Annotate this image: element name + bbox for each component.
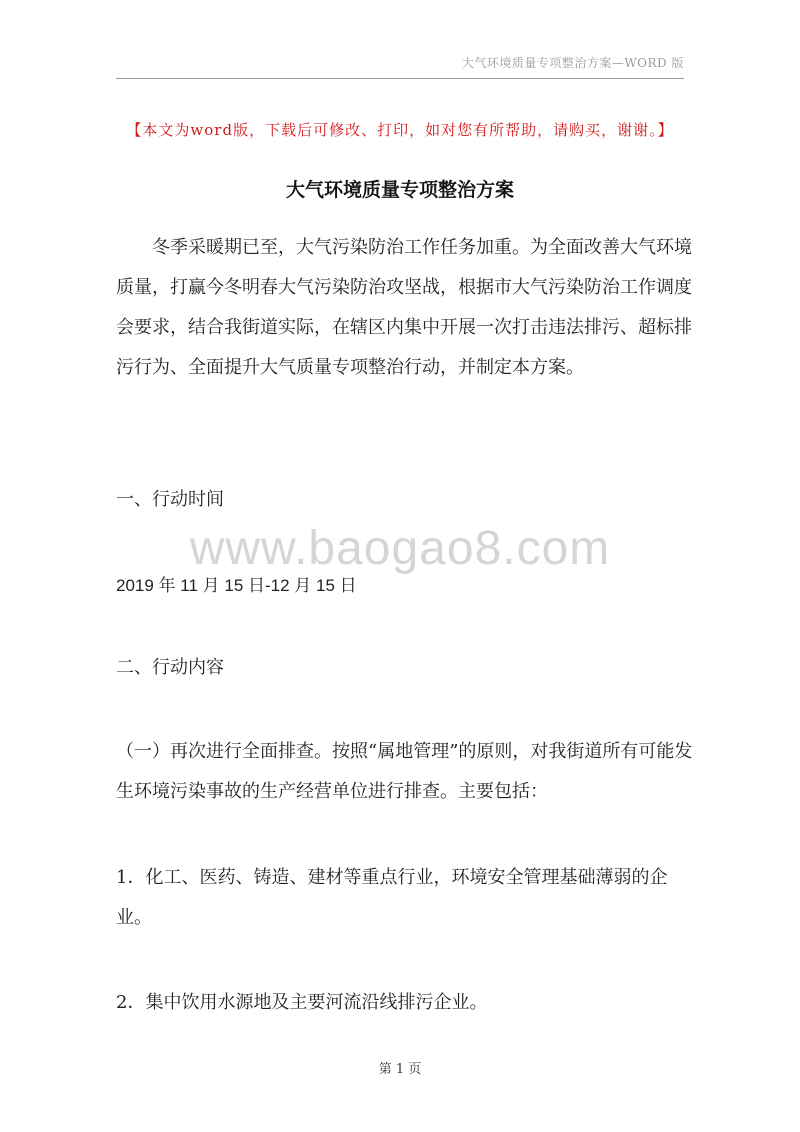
section-heading-action-time: 一、行动时间 (116, 489, 224, 510)
document-title: 大气环境质量专项整治方案 (285, 179, 514, 201)
action-date-range: 2019 年 11 月 15 日-12 月 15 日 (116, 576, 357, 595)
watermark: www.baogao8.com (189, 522, 611, 575)
section-heading-action-content: 二、行动内容 (116, 657, 224, 678)
subsection-comprehensive-inspection: （一）再次进行全面排查。按照“属地管理”的原则，对我街道所有可能发生环境污染事故的生产经营单位进行排查。主要包括： (116, 741, 693, 802)
list-item-water-source-enterprises: 2．集中饮用水源地及主要河流沿线排污企业。 (116, 992, 488, 1013)
intro-paragraph: 冬季采暖期已至，大气污染防治工作任务加重。为全面改善大气环境质量，打赢今冬明春大气污染防治攻坚战，根据市大气污染防治工作调度会要求，结合我街道实际，在辖区内集中开展一次打击违法排污、超标排污行为、全面提升大气质量专项整治行动，并制定本方案。 (116, 237, 692, 378)
header-divider (116, 78, 684, 79)
page-number: 第 1 页 (378, 1062, 422, 1077)
purchase-notice: 【本文为word版，下载后可修改、打印，如对您有所帮助，请购买，谢谢。】 (126, 121, 674, 139)
list-item-key-industries: 1．化工、医药、铸造、建材等重点行业，环境安全管理基础薄弱的企业。 (116, 867, 668, 928)
running-header: 大气环境质量专项整治方案—WORD 版 (461, 56, 684, 70)
